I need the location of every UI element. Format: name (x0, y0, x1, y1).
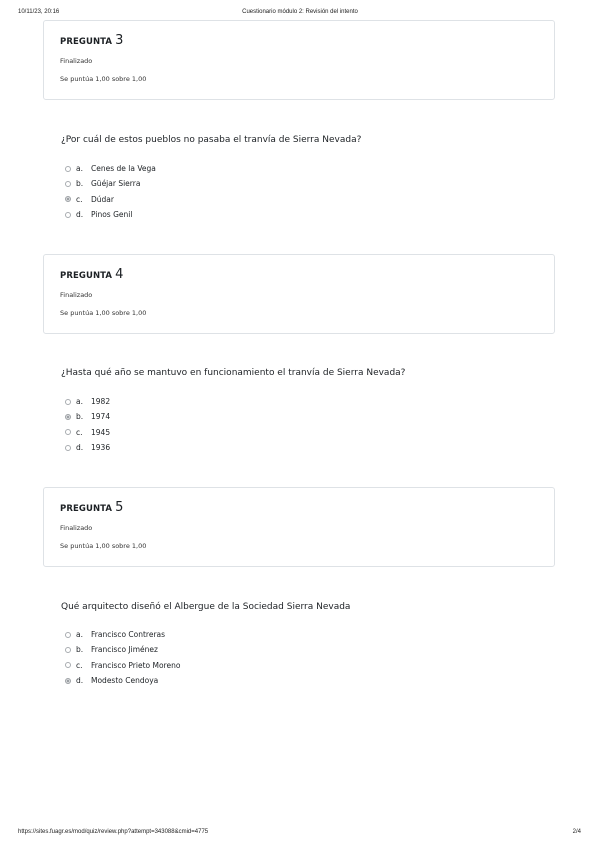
answer-letter: d. (76, 443, 84, 453)
radio-icon[interactable] (65, 166, 71, 172)
question-number: 3 (115, 33, 124, 48)
answer-letter: c. (76, 194, 83, 204)
question-number: 5 (115, 500, 124, 515)
answer-text: Francisco Contreras (91, 630, 166, 640)
answer-option[interactable] (65, 192, 156, 207)
answer-letter: c. (76, 660, 83, 670)
question-text: ¿Por cuál de estos pueblos no pasaba el tranvía de Sierra Nevada? (61, 135, 362, 145)
answer-text: Dúdar (91, 194, 114, 204)
radio-icon[interactable] (65, 181, 71, 187)
answer-option[interactable] (65, 642, 180, 657)
question-info-box (43, 254, 555, 334)
answer-letter: b. (76, 179, 84, 189)
question-text: Qué arquitecto diseñó el Albergue de la Sociedad Sierra Nevada (61, 602, 351, 612)
answer-option[interactable] (65, 161, 156, 176)
question-state: Finalizado (60, 57, 93, 65)
radio-checked-icon[interactable] (65, 414, 71, 420)
answer-text: 1936 (91, 443, 111, 453)
radio-icon[interactable] (65, 647, 71, 653)
question-title (60, 500, 123, 515)
radio-icon[interactable] (65, 662, 71, 668)
answer-letter: a. (76, 164, 83, 174)
print-footer (0, 829, 600, 841)
answer-letter: b. (76, 645, 84, 655)
answer-text: 1945 (91, 427, 111, 437)
radio-icon[interactable] (65, 399, 71, 405)
answer-letter: d. (76, 210, 84, 220)
print-url: https://sites.fuagr.es/mod/quiz/review.php?attempt=343088&cmid=4775 (18, 829, 209, 835)
answer-text: Modesto Cendoya (91, 676, 159, 686)
question-info-box (43, 20, 555, 100)
radio-checked-icon[interactable] (65, 196, 71, 202)
question-state: Finalizado (60, 524, 93, 532)
question-label: PREGUNTA (60, 37, 113, 47)
answer-letter: b. (76, 412, 84, 422)
answer-text: 1982 (91, 397, 111, 407)
question-grade: Se puntúa 1,00 sobre 1,00 (60, 309, 147, 317)
question-label: PREGUNTA (60, 271, 113, 281)
radio-icon[interactable] (65, 212, 71, 218)
answer-text: Francisco Jiménez (91, 645, 158, 655)
answer-letter: c. (76, 427, 83, 437)
radio-icon[interactable] (65, 632, 71, 638)
radio-icon[interactable] (65, 445, 71, 451)
question-state: Finalizado (60, 291, 93, 299)
answer-option[interactable] (65, 658, 180, 673)
answer-text: Güéjar Sierra (91, 179, 141, 189)
print-datetime: 10/11/23, 20:16 (18, 9, 60, 15)
question-text: ¿Hasta qué año se mantuvo en funcionamiento el tranvía de Sierra Nevada? (61, 368, 406, 378)
answer-text: Cenes de la Vega (91, 164, 156, 174)
question-grade: Se puntúa 1,00 sobre 1,00 (60, 75, 147, 83)
print-page-number: 2/4 (572, 829, 581, 835)
answer-list (65, 161, 156, 222)
print-page-title: Cuestionario módulo 2: Revisión del intento (242, 9, 358, 15)
answer-text: Pinos Genil (91, 210, 133, 220)
answer-option[interactable] (65, 394, 110, 409)
answer-list (65, 394, 110, 455)
question-title (60, 267, 123, 282)
answer-text: Francisco Prieto Moreno (91, 660, 181, 670)
answer-list (65, 627, 180, 688)
question-label: PREGUNTA (60, 504, 113, 514)
answer-text: 1974 (91, 412, 111, 422)
radio-checked-icon[interactable] (65, 678, 71, 684)
question-number: 4 (115, 267, 124, 282)
answer-option[interactable] (65, 425, 110, 440)
question-info-box (43, 487, 555, 567)
answer-letter: d. (76, 676, 84, 686)
answer-letter: a. (76, 630, 83, 640)
answer-letter: a. (76, 397, 83, 407)
answer-option[interactable] (65, 409, 110, 424)
answer-option[interactable] (65, 440, 110, 455)
answer-option[interactable] (65, 207, 156, 222)
question-title (60, 33, 123, 48)
radio-icon[interactable] (65, 429, 71, 435)
answer-option[interactable] (65, 673, 180, 688)
answer-option[interactable] (65, 627, 180, 642)
answer-option[interactable] (65, 176, 156, 191)
question-grade: Se puntúa 1,00 sobre 1,00 (60, 542, 147, 550)
